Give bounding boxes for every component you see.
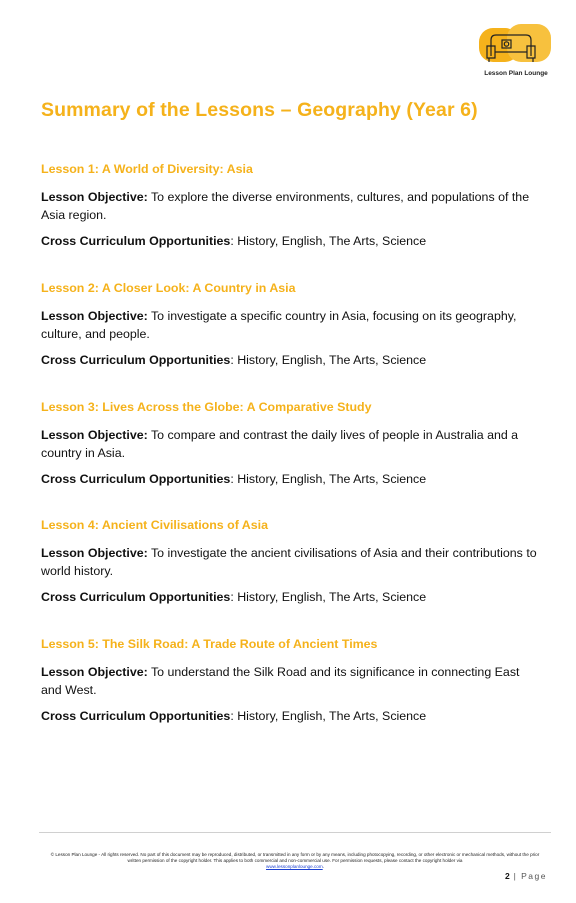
cross-label: Cross Curriculum Opportunities <box>41 590 231 604</box>
cross-text: History, English, The Arts, Science <box>237 353 427 367</box>
lesson-3 <box>41 400 541 489</box>
cross-label: Cross Curriculum Opportunities <box>41 472 231 486</box>
lesson-objective <box>41 308 541 343</box>
lesson-title: Lesson 5: The Silk Road: A Trade Route of Ancient Times <box>41 637 378 651</box>
objective-text: To compare and contrast the daily lives of people in Australia and a country in Asia. <box>41 428 519 460</box>
lesson-title: Lesson 2: A Closer Look: A Country in Asia <box>41 281 296 295</box>
page-number-value: 2 <box>504 871 510 881</box>
objective-label: Lesson Objective: <box>41 428 148 442</box>
lesson-title: Lesson 3: Lives Across the Globe: A Comparative Study <box>41 400 372 414</box>
objective-label: Lesson Objective: <box>41 665 148 679</box>
lesson-2 <box>41 281 541 370</box>
cross-text: History, English, The Arts, Science <box>237 472 427 486</box>
footer-copyright: © Lesson Plan Lounge - All rights reserved. No part of this document may be reproduced, distributed, or transmitted in any form or by any means, including photocopying, recording, or other electronic or mechanical methods, without the prior written permission of the copyright holder. This applies to both commercial and non-commercial use. For permission requests, please contact the copyright holder via www.lessonplanlounge.com. <box>50 852 540 870</box>
cross-curriculum: Cross Curriculum Opportunities: History, English, The Arts, Science <box>41 353 427 367</box>
lesson-objective <box>41 189 541 224</box>
cross-curriculum: Cross Curriculum Opportunities: History, English, The Arts, Science <box>41 472 427 486</box>
cross-label: Cross Curriculum Opportunities <box>41 709 231 723</box>
objective-text: To investigate the ancient civilisations of Asia and their contributions to world history. <box>41 546 537 578</box>
footer-link[interactable]: www.lessonplanlounge.com <box>266 864 323 870</box>
lesson-objective <box>41 427 541 462</box>
cross-text: History, English, The Arts, Science <box>237 590 427 604</box>
objective-text: To investigate a specific country in Asia, focusing on its geography, culture, and people. <box>41 309 517 341</box>
objective-label: Lesson Objective: <box>41 546 148 560</box>
lesson-4 <box>41 518 541 607</box>
lesson-5 <box>41 637 541 726</box>
cross-text: History, English, The Arts, Science <box>237 234 427 248</box>
logo-blob-right <box>507 24 551 62</box>
cross-curriculum: Cross Curriculum Opportunities: History, English, The Arts, Science <box>41 590 427 604</box>
cross-label: Cross Curriculum Opportunities <box>41 353 231 367</box>
footer-divider <box>39 832 551 833</box>
page-title: Summary of the Lessons – Geography (Year 6) <box>41 99 478 121</box>
cross-curriculum: Cross Curriculum Opportunities: History, English, The Arts, Science <box>41 234 427 248</box>
copyright-text: © Lesson Plan Lounge - All rights reserved. No part of this document may be reproduced, distributed, or transmitted in any form or by any means, including photocopying, recording, or other electronic or mechanical methods, without the prior written permission of the copyright holder. This applies to both commercial and non-commercial use. For permission requests, please contact the copyright holder via <box>50 852 540 864</box>
cross-text: History, English, The Arts, Science <box>237 709 427 723</box>
cross-curriculum: Cross Curriculum Opportunities: History, English, The Arts, Science <box>41 709 427 723</box>
logo-text: Lesson Plan Lounge <box>484 70 548 77</box>
cross-label: Cross Curriculum Opportunities <box>41 234 231 248</box>
lesson-objective <box>41 545 541 580</box>
lesson-title: Lesson 1: A World of Diversity: Asia <box>41 162 253 176</box>
page-number: 2 | Page <box>504 871 547 881</box>
lesson-objective <box>41 664 541 699</box>
objective-text: To explore the diverse environments, cultures, and populations of the Asia region. <box>41 190 530 222</box>
objective-label: Lesson Objective: <box>41 190 148 204</box>
lesson-title: Lesson 4: Ancient Civilisations of Asia <box>41 518 268 532</box>
lesson-1 <box>41 162 541 251</box>
page-word: Page <box>521 871 547 881</box>
objective-text: To understand the Silk Road and its significance in connecting East and West. <box>41 665 520 697</box>
objective-label: Lesson Objective: <box>41 309 148 323</box>
